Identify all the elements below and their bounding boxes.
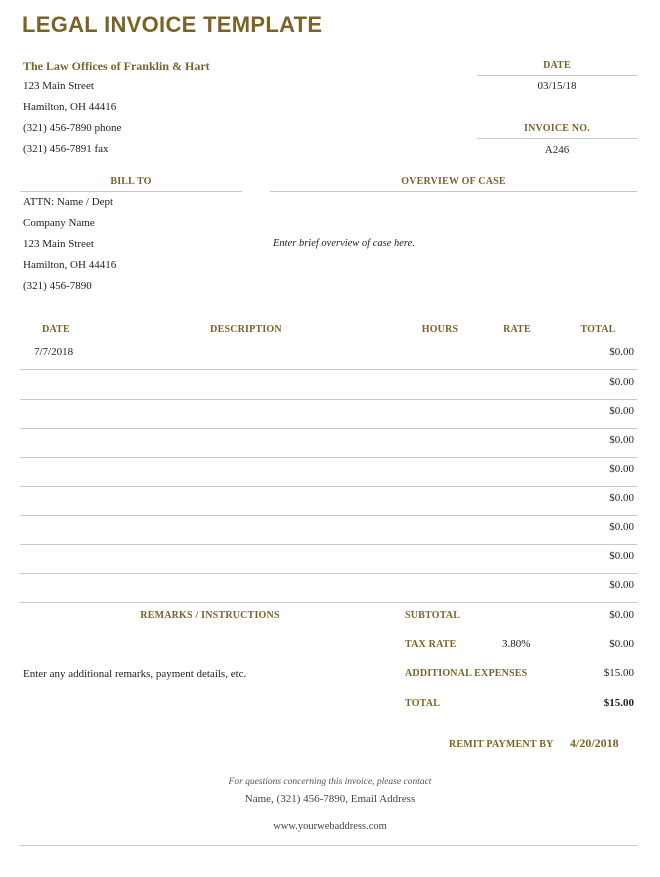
tax-rate-value[interactable]: 3.80% [502,638,531,650]
footer-question: For questions concerning this invoice, please contact [228,777,432,787]
table-row[interactable] [20,399,637,429]
company-name: The Law Offices of Franklin & Hart [23,59,210,73]
table-row[interactable] [20,515,637,545]
col-header-rate: RATE [503,324,531,335]
footer-contact: Name, (321) 456-7890, Email Address [244,793,416,805]
tax-rate-label: TAX RATE [405,639,457,650]
row-total: $0.00 [609,550,634,562]
bill-to-phone[interactable]: (321) 456-7890 [23,280,92,292]
bill-to-divider [20,191,242,192]
total-value: $15.00 [603,697,634,709]
remarks-text[interactable]: Enter any additional remarks, payment details, etc. [23,668,247,680]
row-total: $0.00 [609,579,634,591]
footer-divider [20,845,637,846]
bill-to-attn[interactable]: ATTN: Name / Dept [23,196,114,208]
invoice-number-label: INVOICE NO. [524,123,590,134]
remit-payment-date[interactable]: 4/20/2018 [570,736,619,750]
company-fax: (321) 456-7891 fax [23,143,109,155]
table-row[interactable] [20,457,637,487]
bill-to-address-line2[interactable]: Hamilton, OH 44416 [23,259,117,271]
table-row[interactable] [20,370,637,400]
col-header-total: TOTAL [580,324,616,335]
company-phone: (321) 456-7890 phone [23,122,122,134]
row-total: $0.00 [609,376,634,388]
company-address-line1: 123 Main Street [23,80,94,92]
row-total: $0.00 [609,434,634,446]
bill-to-label: BILL TO [110,176,152,187]
date-label: DATE [543,60,571,71]
overview-text[interactable]: Enter brief overview of case here. [273,238,415,249]
additional-expenses-value[interactable]: $15.00 [603,667,634,679]
row-date[interactable]: 7/7/2018 [34,346,74,358]
remit-payment-label: REMIT PAYMENT BY [449,739,554,750]
row-total: $0.00 [609,521,634,533]
table-row[interactable] [20,428,637,458]
invoice-number-value[interactable]: A246 [544,144,570,156]
total-label: TOTAL [405,698,441,709]
overview-divider [270,191,637,192]
row-total: $0.00 [609,346,634,358]
subtotal-value: $0.00 [609,609,634,621]
invoice-divider [477,138,637,139]
row-total: $0.00 [609,492,634,504]
table-row[interactable] [20,340,637,370]
row-total: $0.00 [609,405,634,417]
date-divider [477,75,637,76]
footer-web-address[interactable]: www.yourwebaddress.com [273,821,387,832]
bill-to-company[interactable]: Company Name [23,217,95,229]
subtotal-label: SUBTOTAL [405,610,461,621]
page-title: LEGAL INVOICE TEMPLATE [22,12,323,37]
bill-to-address-line1[interactable]: 123 Main Street [23,238,94,250]
col-header-date: DATE [42,324,70,335]
additional-expenses-label: ADDITIONAL EXPENSES [405,668,528,679]
col-header-hours: HOURS [421,324,459,335]
row-total: $0.00 [609,463,634,475]
tax-value: $0.00 [609,638,634,650]
table-row[interactable] [20,544,637,574]
table-row[interactable] [20,573,637,603]
date-value[interactable]: 03/15/18 [537,80,577,92]
company-address-line2: Hamilton, OH 44416 [23,101,117,113]
table-row[interactable] [20,486,637,516]
col-header-description: DESCRIPTION [210,324,282,335]
remarks-label: REMARKS / INSTRUCTIONS [140,610,280,621]
overview-label: OVERVIEW OF CASE [401,176,506,187]
